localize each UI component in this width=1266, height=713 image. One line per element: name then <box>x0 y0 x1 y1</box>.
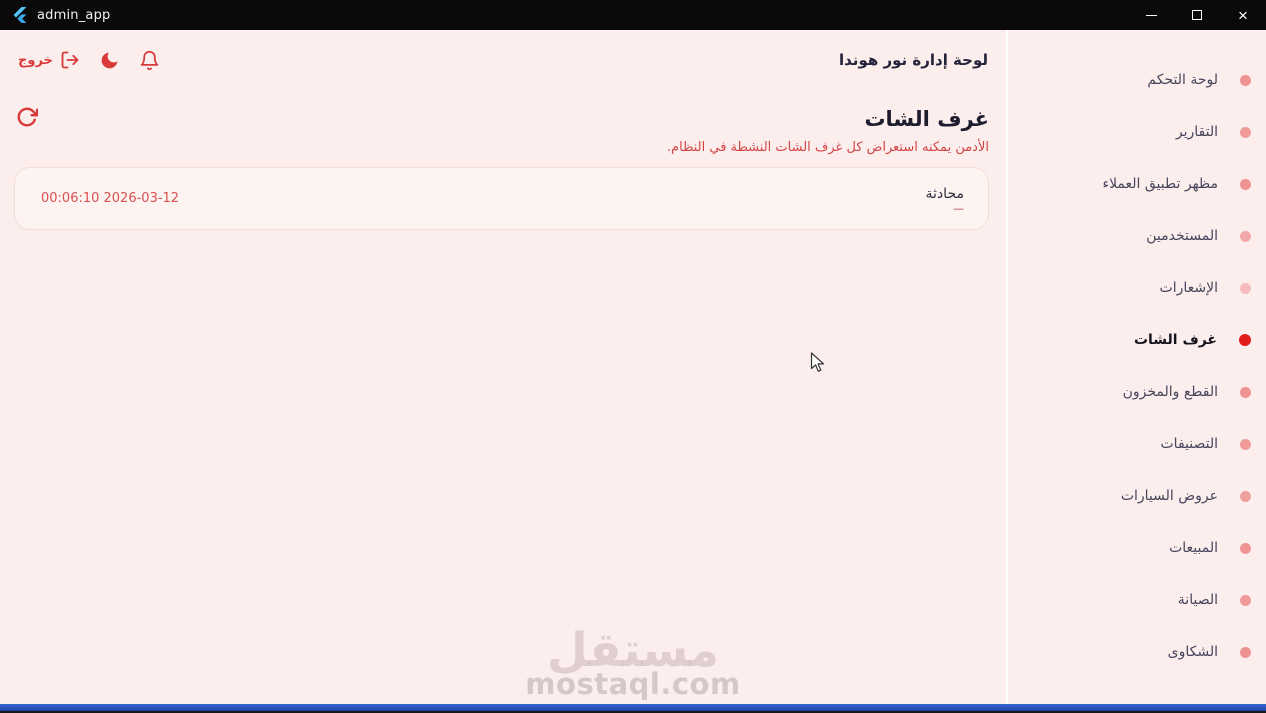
sidebar-item-label: التصنيفات <box>1160 436 1218 452</box>
sidebar-item-label: الإشعارات <box>1159 280 1218 296</box>
sidebar-item-label: غرف الشات <box>1133 332 1217 348</box>
chat-card-timestamp: 00:06:10 2026-03-12 <box>41 191 180 206</box>
sidebar-item-label: الصيانة <box>1177 592 1218 608</box>
menu-dot-icon <box>1240 75 1251 86</box>
sidebar-item[interactable] <box>1008 54 1266 106</box>
page-title: غرف الشات <box>864 106 989 131</box>
menu-dot-icon <box>1240 439 1251 450</box>
maximize-button[interactable] <box>1174 0 1220 30</box>
main-area <box>0 30 1006 704</box>
page-header-title: لوحة إدارة نور هوندا <box>839 51 988 69</box>
menu-dot-icon <box>1240 283 1251 294</box>
sidebar-item-label: مظهر تطبيق العملاء <box>1102 176 1218 192</box>
sidebar-item[interactable] <box>1008 626 1266 678</box>
logout-label: خروج <box>18 52 53 68</box>
sidebar-divider <box>1006 30 1008 704</box>
menu-dot-icon <box>1240 491 1251 502</box>
sidebar-item-label: المستخدمين <box>1146 228 1218 244</box>
sidebar-item[interactable] <box>1008 106 1266 158</box>
menu-dot-icon <box>1240 179 1251 190</box>
menu-dot-icon <box>1240 595 1251 606</box>
menu-dot-icon <box>1240 647 1251 658</box>
sidebar-item-label: لوحة التحكم <box>1147 72 1218 88</box>
flutter-logo-icon <box>12 7 28 23</box>
app-body <box>0 30 1266 704</box>
minimize-button[interactable] <box>1128 0 1174 30</box>
minimize-icon <box>1146 15 1157 16</box>
sidebar-item-label: القطع والمخزون <box>1122 384 1218 400</box>
menu-dot-icon <box>1239 334 1251 346</box>
sidebar-item-label: الشكاوى <box>1167 644 1218 660</box>
sidebar-item-label: المبيعات <box>1169 540 1218 556</box>
notifications-button[interactable] <box>139 50 160 71</box>
header-actions <box>18 50 160 71</box>
sidebar-item[interactable] <box>1008 418 1266 470</box>
content-area <box>0 90 1006 704</box>
sidebar-item[interactable] <box>1008 314 1266 366</box>
sidebar-item[interactable] <box>1008 366 1266 418</box>
window-title: admin_app <box>37 7 111 23</box>
watermark-logo: مستقل <box>547 623 719 678</box>
menu-dot-icon <box>1240 387 1251 398</box>
refresh-icon <box>16 116 38 131</box>
chat-room-card[interactable] <box>14 167 989 230</box>
chat-card-title: محادثة <box>925 185 964 202</box>
sidebar-item[interactable] <box>1008 470 1266 522</box>
dark-mode-toggle[interactable] <box>99 50 120 71</box>
menu-dot-icon <box>1240 543 1251 554</box>
background-taskbar-strip <box>0 704 1266 711</box>
logout-button[interactable] <box>18 50 80 70</box>
maximize-icon <box>1192 10 1202 20</box>
sidebar-item[interactable] <box>1008 158 1266 210</box>
sidebar-item[interactable] <box>1008 574 1266 626</box>
page-subtitle: الأدمن يمكنه استعراض كل غرف الشات النشطة في النظام. <box>666 140 989 155</box>
sidebar-item-label: عروض السيارات <box>1120 488 1218 504</box>
sidebar-nav <box>1008 30 1266 704</box>
sidebar-item[interactable] <box>1008 522 1266 574</box>
watermark-domain: mostaql.com <box>525 667 741 701</box>
logout-icon <box>60 50 80 70</box>
close-button[interactable]: × <box>1220 0 1266 30</box>
chat-card-main <box>926 184 964 214</box>
bell-icon <box>139 50 160 71</box>
title-row <box>14 104 989 133</box>
moon-icon <box>99 50 120 71</box>
refresh-button[interactable] <box>14 104 40 133</box>
menu-dot-icon <box>1240 231 1251 242</box>
sidebar-item[interactable] <box>1008 210 1266 262</box>
titlebar <box>0 0 1266 30</box>
sidebar-item[interactable] <box>1008 262 1266 314</box>
main-header <box>0 30 1006 90</box>
chat-card-dash: — <box>953 201 964 215</box>
sidebar-item-label: التقارير <box>1175 124 1218 140</box>
window-controls <box>1128 0 1266 30</box>
menu-dot-icon <box>1240 127 1251 138</box>
